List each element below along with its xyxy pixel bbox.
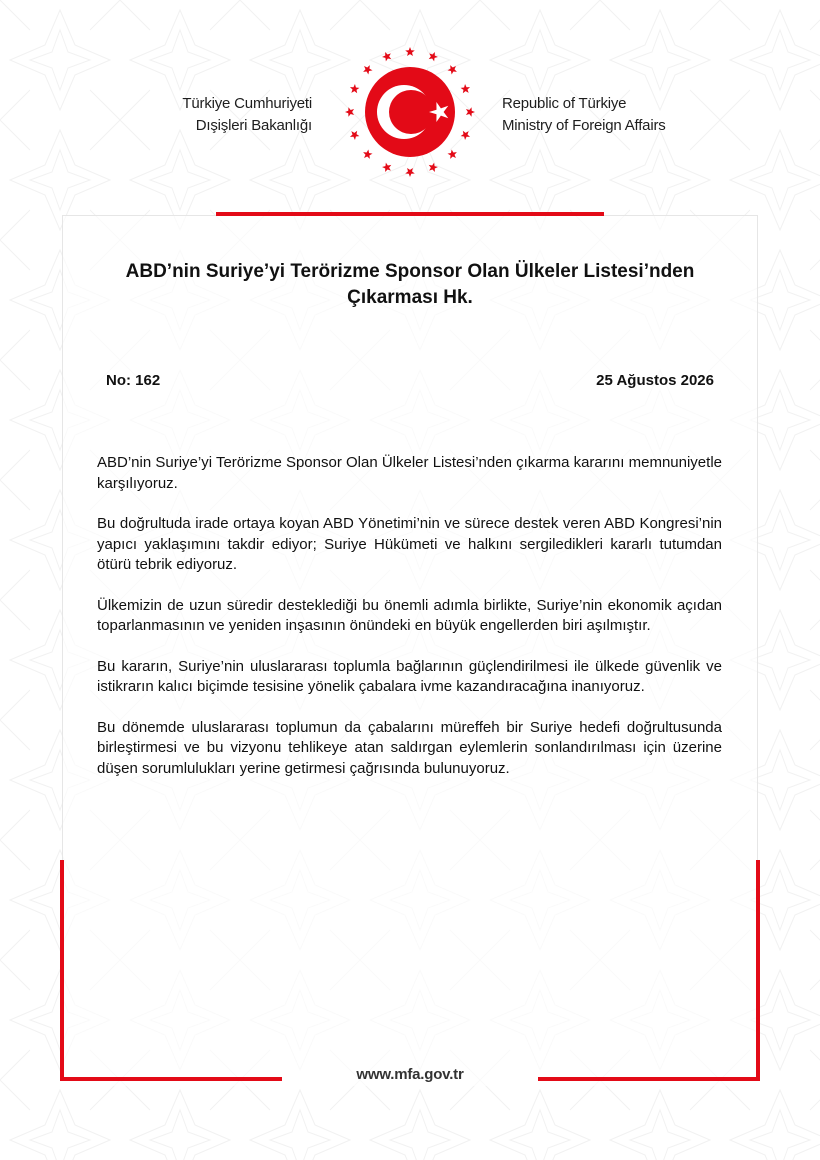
seal-star (345, 107, 354, 117)
seal-star (429, 163, 438, 172)
org-en-line2: Ministry of Foreign Affairs (502, 117, 666, 134)
frame-left-line (62, 215, 63, 865)
seal-star (363, 65, 372, 74)
frame-bottom-right-accent (538, 1077, 760, 1081)
seal-star (363, 149, 372, 158)
seal-star (350, 84, 359, 93)
seal-star (405, 168, 415, 177)
frame-top-right-line (604, 215, 758, 216)
seal-star (382, 52, 391, 61)
seal-star (466, 107, 475, 117)
org-tr-line2: Dışişleri Bakanlığı (195, 117, 312, 134)
document-title (100, 259, 720, 311)
paragraph: Bu dönemde uluslararası toplumun da çabalarını müreffeh bir Suriye hedefi doğrultusunda birleştirmesi ve bu vizyonu tehlikeye atan saldırgan eylemlerin sonlandırılması için üzerine düşen sorumlulukları yerine getirmesi çağrısında bulunuyoruz. (97, 718, 722, 777)
footer-website: www.mfa.gov.tr (356, 1066, 464, 1083)
document-number: No: 162 (106, 372, 161, 389)
org-name-english (502, 93, 666, 137)
frame-right-line (757, 215, 758, 865)
frame-top-accent (216, 212, 604, 216)
paragraph: Ülkemizin de uzun süredir desteklediği bu önemli adımla birlikte, Suriye’nin ekonomik açıdan toparlanmasının ve yeniden inşasının önündeki en büyük engellerden biri aşılmıştır. (97, 596, 722, 634)
frame-right-accent (756, 860, 760, 1080)
seal-star (429, 52, 438, 61)
seal-star (461, 84, 470, 93)
paragraph: Bu doğrultuda irade ortaya koyan ABD Yönetimi’nin ve sürece destek veren ABD Kongresi’nin yapıcı yaklaşımını takdir ediyor; Suriye Hükümeti ve halkını sergiledikleri kararlı tutumdan ötürü tebrik ediyoruz. (97, 515, 722, 573)
seal-star (405, 47, 415, 56)
org-en-line1: Republic of Türkiye (502, 95, 627, 112)
frame-top-left-line (62, 215, 216, 216)
frame-left-accent (60, 860, 64, 1080)
crescent-star-seal-icon (341, 43, 479, 181)
seal-star (382, 163, 391, 172)
seal-star (461, 131, 470, 140)
title-line2: Çıkarması Hk. (347, 287, 473, 308)
seal-star (350, 131, 359, 140)
paragraph: Bu kararın, Suriye’nin uluslararası toplumla bağlarının güçlendirilmesi ile ülkede güvenlik ve istikrarın kalıcı biçimde tesisine yönelik çabalara ivme kazandıracağına inanıyoruz. (97, 657, 722, 695)
document-body (97, 453, 722, 799)
org-tr-line1: Türkiye Cumhuriyeti (182, 95, 312, 112)
document-date: 25 Ağustos 2026 (596, 372, 714, 389)
title-line1: ABD’nin Suriye’yi Terörizme Sponsor Olan Ülkeler Listesi’nden (125, 261, 695, 282)
paragraph: ABD’nin Suriye’yi Terörizme Sponsor Olan Ülkeler Listesi’nden çıkarma kararını memnuniyetle karşılıyoruz. (97, 454, 722, 492)
frame-bottom-left-accent (60, 1077, 282, 1081)
org-name-turkish (182, 93, 312, 137)
seal-star (447, 65, 456, 74)
seal-star (447, 149, 456, 158)
